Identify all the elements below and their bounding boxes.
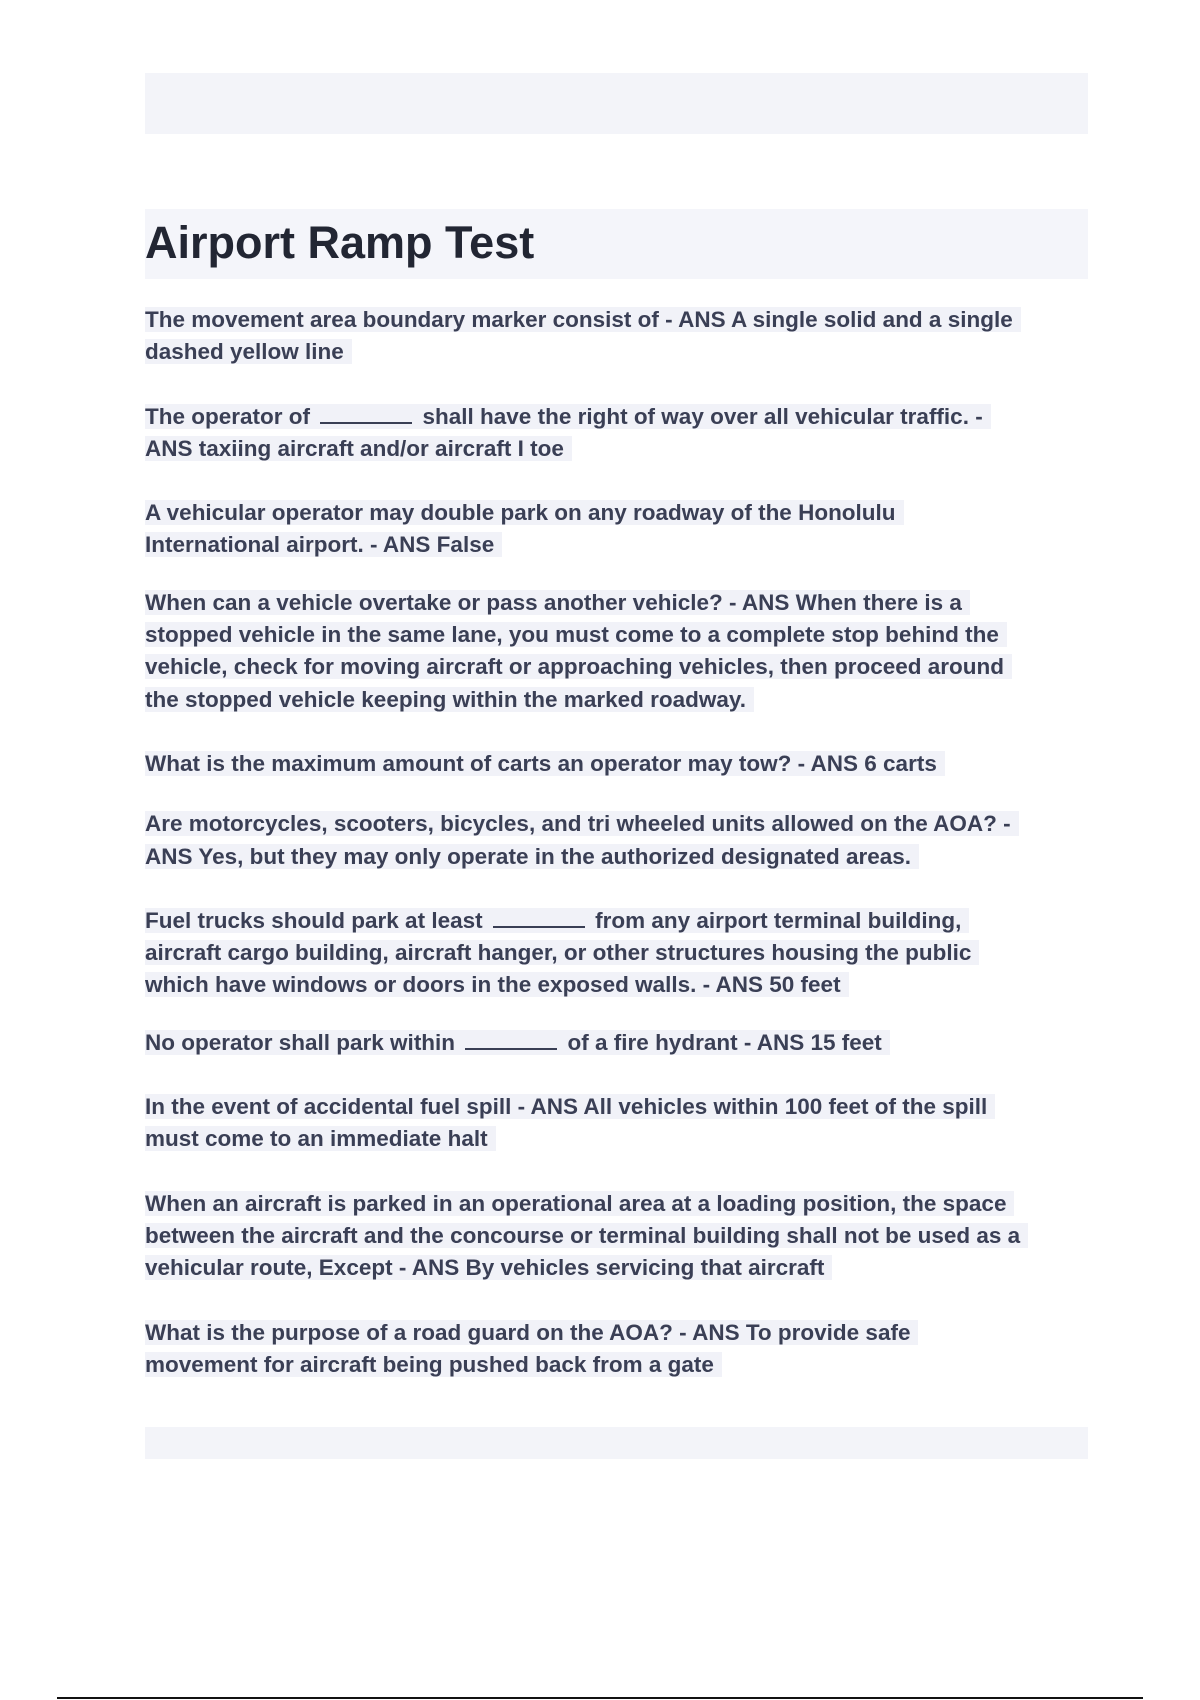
qa-line — [145, 529, 1095, 561]
qa-item — [145, 401, 1095, 466]
footer-divider — [57, 1697, 1143, 1699]
qa-text-segment: of a fire hydrant - ANS 15 feet — [561, 1029, 882, 1055]
qa-line — [145, 1123, 1095, 1155]
qa-line — [145, 1091, 1095, 1123]
qa-line-text: What is the purpose of a road guard on the AOA? - ANS To provide safe — [145, 1320, 918, 1345]
qa-line-text: When can a vehicle overtake or pass another vehicle? - ANS When there is a — [145, 590, 970, 615]
fill-in-blank — [465, 1030, 557, 1050]
qa-item — [145, 304, 1095, 369]
qa-line — [145, 1027, 1095, 1059]
footer-placeholder-bar — [145, 1427, 1088, 1459]
qa-line-text: stopped vehicle in the same lane, you must come to a complete stop behind the — [145, 622, 1007, 647]
qa-line — [145, 969, 1095, 1001]
qa-list — [145, 304, 1095, 1381]
qa-line — [145, 1252, 1095, 1284]
qa-line — [145, 304, 1095, 336]
qa-line — [145, 748, 1095, 780]
qa-line-text: dashed yellow line — [145, 339, 352, 364]
qa-line-text: between the aircraft and the concourse or terminal building shall not be used as a — [145, 1223, 1028, 1248]
qa-line — [145, 808, 1095, 840]
qa-line-text: vehicle, check for moving aircraft or approaching vehicles, then proceed around — [145, 654, 1012, 679]
qa-line — [145, 401, 1095, 433]
qa-line-text: aircraft cargo building, aircraft hanger, or other structures housing the public — [145, 940, 979, 965]
qa-line-text: must come to an immediate halt — [145, 1126, 496, 1151]
qa-item — [145, 587, 1095, 716]
qa-item — [145, 808, 1095, 873]
qa-line-text: which have windows or doors in the exposed walls. - ANS 50 feet — [145, 972, 849, 997]
qa-line-text: International airport. - ANS False — [145, 532, 502, 557]
qa-line-text: The movement area boundary marker consist of - ANS A single solid and a single — [145, 307, 1021, 332]
qa-text-segment: No operator shall park within — [145, 1029, 462, 1055]
qa-item — [145, 497, 1095, 562]
page-title: Airport Ramp Test — [145, 217, 535, 268]
qa-line — [145, 336, 1095, 368]
qa-item — [145, 1027, 1095, 1059]
qa-line — [145, 684, 1095, 716]
qa-line-text: In the event of accidental fuel spill - ANS All vehicles within 100 feet of the spill — [145, 1094, 995, 1119]
qa-line — [145, 619, 1095, 651]
fill-in-blank — [320, 404, 412, 424]
qa-item — [145, 748, 1095, 780]
qa-text-segment: from any airport terminal building, — [588, 907, 962, 933]
qa-line — [145, 1349, 1095, 1381]
qa-item — [145, 1188, 1095, 1285]
qa-line-text: vehicular route, Except - ANS By vehicles servicing that aircraft — [145, 1255, 832, 1280]
qa-item — [145, 1317, 1095, 1382]
qa-line — [145, 905, 1095, 937]
qa-line-text: A vehicular operator may double park on any roadway of the Honolulu — [145, 500, 904, 525]
qa-item — [145, 905, 1095, 1002]
qa-item — [145, 1091, 1095, 1156]
qa-line-text: ANS taxiing aircraft and/or aircraft I toe — [145, 436, 572, 461]
qa-line-text — [145, 1030, 890, 1055]
qa-line-text: the stopped vehicle keeping within the marked roadway. — [145, 687, 754, 712]
qa-line — [145, 1220, 1095, 1252]
qa-line — [145, 651, 1095, 683]
qa-text-segment: Fuel trucks should park at least — [145, 907, 489, 933]
qa-line — [145, 937, 1095, 969]
qa-text-segment: The operator of — [145, 403, 317, 429]
title-block — [145, 209, 1088, 279]
fill-in-blank — [493, 908, 585, 928]
qa-line-text: ANS Yes, but they may only operate in the authorized designated areas. — [145, 844, 919, 869]
qa-line-text: movement for aircraft being pushed back from a gate — [145, 1352, 722, 1377]
qa-line — [145, 433, 1095, 465]
qa-line-text: When an aircraft is parked in an operational area at a loading position, the space — [145, 1191, 1014, 1216]
qa-line-text — [145, 404, 991, 429]
qa-line-text: Are motorcycles, scooters, bicycles, and tri wheeled units allowed on the AOA? - — [145, 811, 1019, 836]
header-placeholder-bar — [145, 73, 1088, 134]
qa-line-text: What is the maximum amount of carts an operator may tow? - ANS 6 carts — [145, 751, 945, 776]
qa-text-segment: shall have the right of way over all vehicular traffic. - — [416, 403, 983, 429]
qa-line — [145, 1317, 1095, 1349]
qa-line-text — [145, 908, 969, 933]
qa-line — [145, 1188, 1095, 1220]
qa-line — [145, 841, 1095, 873]
qa-line — [145, 587, 1095, 619]
qa-line — [145, 497, 1095, 529]
